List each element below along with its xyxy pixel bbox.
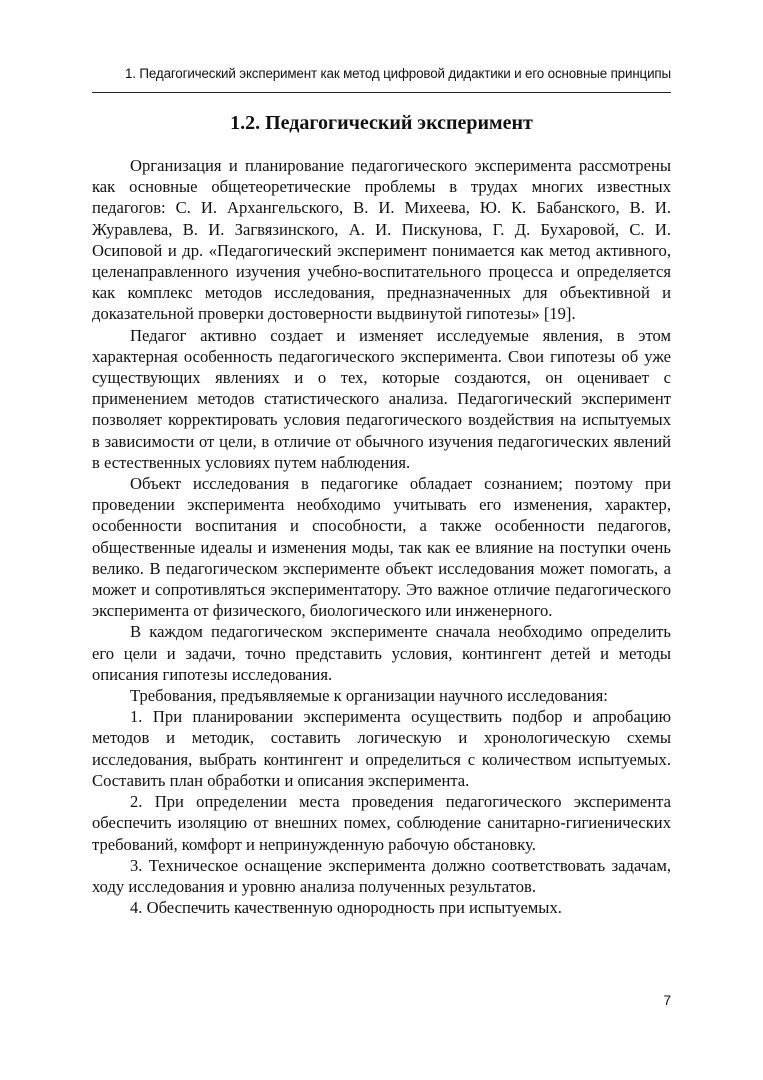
page-number: 7 (663, 993, 671, 1008)
section-title: 1.2. Педагогический эксперимент (230, 112, 533, 134)
list-item-4: 4. Обеспечить качественную однородность при испытуемых. (130, 898, 562, 918)
paragraph-4: В каждом педагогическом эксперименте сначала необходимо определить его цели и задачи, точно представить условия, контингент детей и методы описания гипотезы исследования. (92, 622, 671, 684)
list-item-3: 3. Техническое оснащение эксперимента должно соответствовать задачам, ходу исследования и уровню анализа полученных результатов. (92, 855, 671, 896)
header-rule (92, 92, 671, 93)
paragraph-5: Требования, предъявляемые к организации научного исследования: (130, 686, 608, 706)
list-item-1: 1. При планировании эксперимента осуществить подбор и апробацию методов и методик, составить логическую и хронологическую схемы исследования, выбрать контингент и определиться с количеством испытуемых. Составить план обработки и описания эксперимента. (92, 707, 671, 790)
paragraph-2: Педагог активно создает и изменяет исследуемые явления, в этом характерная особенность педагогического эксперимента. Свои гипотезы об уже существующих явлениях и о тех, которые создаются, он оценивает с применением методов статистического анализа. Педагогический эксперимент позволяет корректировать условия педагогического воздействия на испытуемых в зависимости от цели, в отличие от обычного изучения педагогических явлений в естественных условиях путем наблюдения. (92, 325, 671, 472)
list-item-2: 2. При определении места проведения педагогического эксперимента обеспечить изоляцию от внешних помех, соблюдение санитарно-гигиенических требований, комфорт и непринужденную рабочую обстановку. (92, 792, 671, 854)
paragraph-1: Организация и планирование педагогического эксперимента рассмотрены как основные общетеоретические проблемы в трудах многих известных педагогов: С. И. Архангельского, В. И. Михеева, Ю. К. Бабанского, В. И. Журавлева, В. И. Загвязинского, А. И. Пискунова, Г. Д. Бухаровой, С. И. Осиповой и др. «Педагогический эксперимент понимается как метод активного, целенаправленного изучения учебно-воспитательного процесса и определяется как комплекс методов исследования, предназначенных для объективной и доказательной проверки достоверности выдвинутой гипотезы» [19]. (92, 156, 671, 324)
running-header: 1. Педагогический эксперимент как метод цифровой дидактики и его основные принципы (124, 66, 671, 81)
paragraph-3: Объект исследования в педагогике обладает сознанием; поэтому при проведении эксперимента необходимо учитывать его изменения, характер, особенности воспитания и способности, а также особенности педагогов, общественные идеалы и изменения моды, так как ее влияние на поступки очень велико. В педагогическом эксперименте объект исследования может помогать, а может и сопротивляться экспериментатору. Это важное отличие педагогического эксперимента от физического, биологического или инженерного. (92, 474, 671, 621)
body-text (92, 155, 671, 918)
